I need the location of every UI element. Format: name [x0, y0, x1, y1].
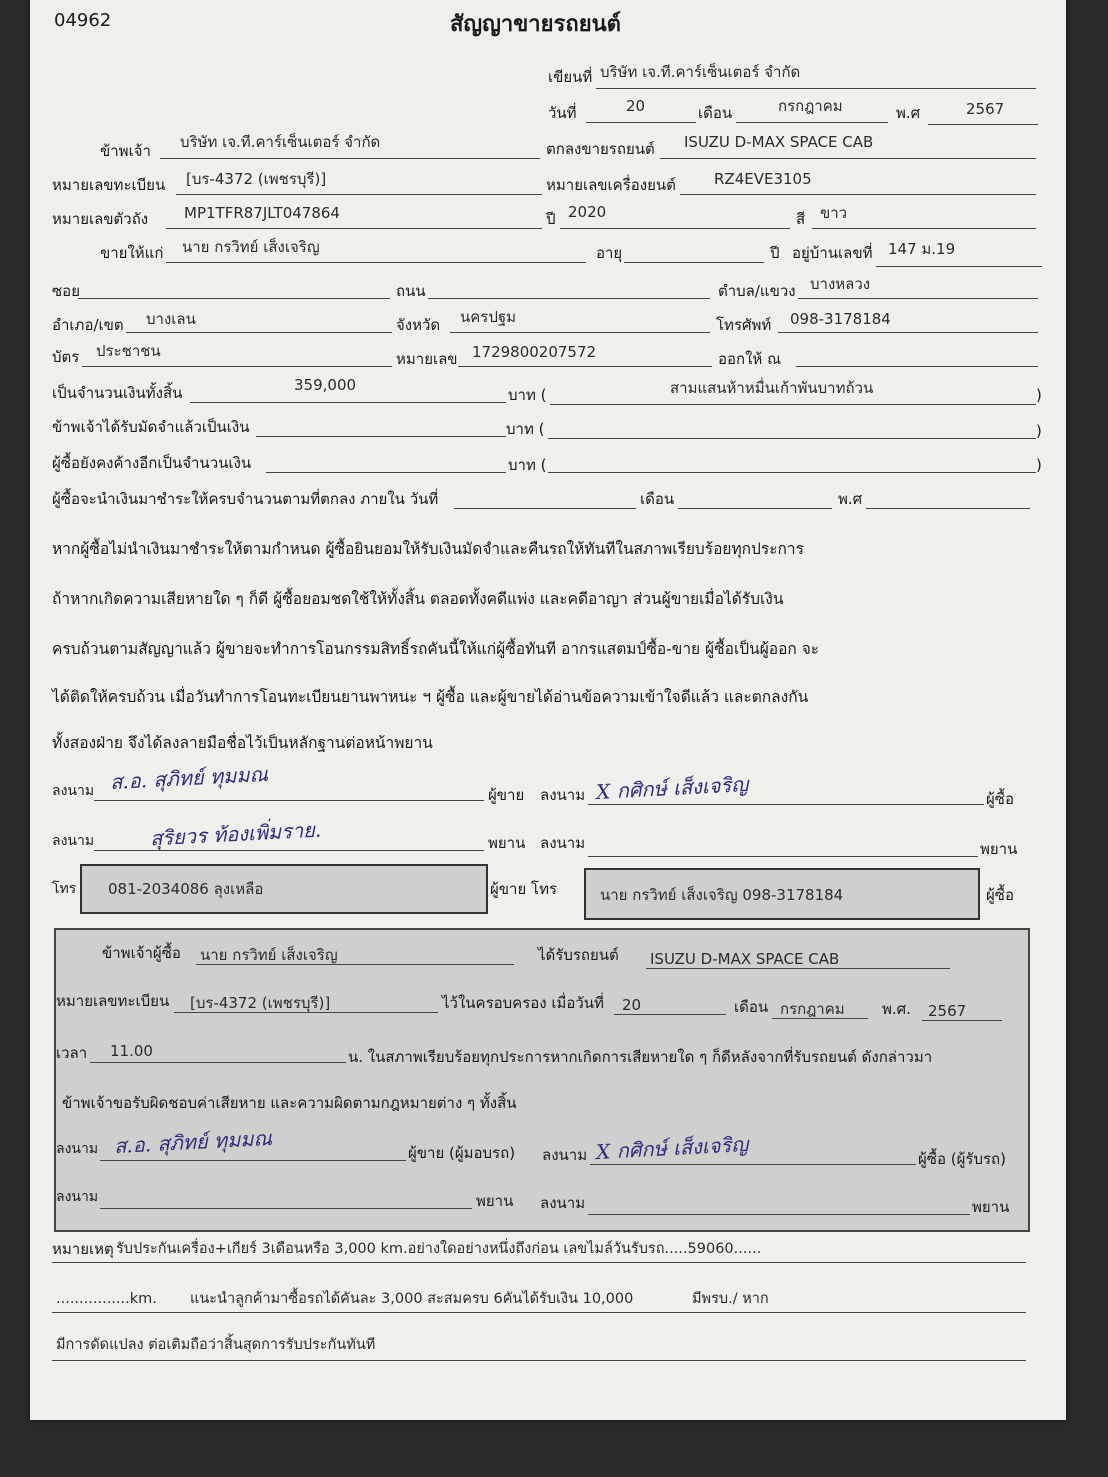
received-car-label: ได้รับรถยนต์	[538, 946, 619, 964]
soi-label: ซอย	[52, 282, 80, 300]
model-year-value: 2020	[568, 203, 607, 221]
seller-phone-box	[80, 864, 488, 914]
notes-label: หมายเหตุ	[52, 1240, 114, 1258]
terms-line-3: ครบถ้วนตามสัญญาแล้ว ผู้ขายจะทำการโอนกรรมสิทธิ์รถคันนี้ให้แก่ผู้ซื้อทันที อากรแสตมป์ซื้อ-ขาย ผู้ซื้อเป็นผู้ออก จะ	[52, 640, 820, 658]
buyer-sign-label: ลงนาม	[540, 786, 586, 804]
due-label: ผู้ซื้อจะนำเงินมาชำระให้ครบจำนวนตามที่ตกลง ภายใน วันที่	[52, 490, 439, 508]
seller-role: ผู้ขาย	[488, 786, 525, 804]
total-value: 359,000	[294, 376, 357, 394]
notes-line-1: รับประกันเครื่อง+เกียร์ 3เดือนหรือ 3,000 km.อย่างใดอย่างหนึ่งถึงก่อน เลขไมล์วันรับรถ.....59060......	[116, 1241, 762, 1257]
registration-label: หมายเลขทะเบียน	[52, 176, 166, 194]
witness-sign-label-1: ลงนาม	[52, 833, 95, 849]
district-label: อำเภอ/เขต	[52, 316, 124, 334]
subdistrict-value: บางหลวง	[810, 275, 871, 293]
receipt-buyer-signature: X กศิกษ์ เส็งเจริญ	[595, 1132, 749, 1164]
month-label: เดือน	[698, 104, 733, 122]
document-title: สัญญาขายรถยนต์	[450, 12, 621, 37]
contract-paper	[30, 0, 1066, 1420]
total-in-words: สามแสนห้าหมื่นเก้าพันบาทถ้วน	[670, 379, 874, 397]
document-number: 04962	[54, 10, 112, 31]
road-label: ถนน	[396, 282, 426, 300]
receipt-witness-label-2: ลงนาม	[540, 1194, 586, 1212]
deposit-baht-label: บาท (	[506, 420, 545, 438]
phone-label: โทรศัพท์	[716, 316, 772, 334]
total-label: เป็นจำนวนเงินทั้งสิ้น	[52, 384, 183, 402]
seller-signature: ส.อ. สุภิทย์ ทุมมณ	[109, 761, 269, 795]
age-unit: ปี	[770, 244, 780, 262]
witness-signature: สุริยวร ท้องเพิ่มราย.	[149, 817, 322, 851]
remaining-close-paren: )	[1036, 456, 1042, 474]
buyer-phone: นาย กรวิทย์ เส็งเจริญ 098-3178184	[600, 886, 844, 904]
year-label: พ.ศ	[896, 104, 921, 122]
province-label: จังหวัด	[396, 316, 441, 334]
written-at-value: บริษัท เจ.ที.คาร์เซ็นเตอร์ จำกัด	[600, 63, 801, 81]
notes-line-2c: มีพรบ./ หาก	[692, 1291, 769, 1307]
terms-line-5: ทั้งสองฝ่าย จึงได้ลงลายมือชื่อไว้เป็นหลักฐานต่อหน้าพยาน	[52, 734, 433, 752]
notes-line-2b: แนะนำลูกค้ามาซื้อรถได้คันละ 3,000 สะสมครบ 6คันได้รับเงิน 10,000	[190, 1291, 634, 1307]
receipt-day: 20	[622, 996, 642, 1014]
day-label: วันที่	[548, 104, 577, 122]
terms-line-2: ถ้าหากเกิดความเสียหายใด ๆ ก็ดี ผู้ซื้อยอมชดใช้ให้ทั้งสิ้น ตลอดทั้งคดีแพ่ง และคดีอาญา ส่วนผู้ขายเมื่อได้รับเงิน	[52, 590, 784, 608]
seller-name: บริษัท เจ.ที.คาร์เซ็นเตอร์ จำกัด	[180, 133, 381, 151]
engine-value: RZ4EVE3105	[714, 170, 812, 188]
seller-phone-role: ผู้ขาย โทร	[490, 880, 558, 898]
buyer-phone-role: ผู้ซื้อ	[986, 886, 1014, 904]
receipt-witness-role-2: พยาน	[972, 1198, 1010, 1216]
seller-label: ข้าพเจ้า	[100, 142, 151, 160]
receipt-buyer-sign-label: ลงนาม	[542, 1146, 588, 1164]
deposit-label: ข้าพเจ้าได้รับมัดจำแล้วเป็นเงิน	[52, 418, 250, 436]
close-paren: )	[1036, 386, 1042, 404]
sold-to-label: ขายให้แก่	[100, 244, 164, 262]
card-label: บัตร	[52, 348, 80, 366]
issued-at-label: ออกให้ ณ	[718, 350, 781, 368]
district-value: บางเลน	[146, 310, 196, 328]
witness-role-2: พยาน	[980, 840, 1018, 858]
receipt-seller-signature: ส.อ. สุภิทย์ ทุมมณ	[113, 1125, 273, 1159]
condition-text: น. ในสภาพเรียบร้อยทุกประการหากเกิดการเสียหายใด ๆ ก็ดีหลังจากที่รับรถยนต์ ดังกล่าวมา	[348, 1048, 933, 1066]
baht-label: บาท (	[508, 386, 547, 404]
phone-value: 098-3178184	[790, 310, 891, 328]
receipt-month-label: เดือน	[734, 998, 769, 1016]
car-model: ISUZU D-MAX SPACE CAB	[684, 133, 874, 151]
receipt-buyer-label: ข้าพเจ้าผู้ซื้อ	[102, 944, 181, 962]
agree-sell-label: ตกลงขายรถยนต์	[546, 140, 655, 158]
card-value: ประชาชน	[96, 342, 161, 360]
witness-role-1: พยาน	[488, 834, 526, 852]
due-month-label: เดือน	[640, 490, 675, 508]
receipt-buyer-role: ผู้ซื้อ (ผู้รับรถ)	[918, 1150, 1006, 1168]
receipt-witness-label-1: ลงนาม	[56, 1189, 99, 1205]
receipt-month: กรกฎาคม	[780, 1000, 845, 1018]
engine-label: หมายเลขเครื่องยนต์	[546, 176, 676, 194]
day-value: 20	[626, 97, 646, 115]
registration-value: [บร-4372 (เพชรบุรี)]	[186, 170, 327, 188]
seller-phone-label: โทร	[52, 881, 77, 897]
written-at-label: เขียนที่	[548, 68, 593, 86]
notes-line-3: มีการดัดแปลง ต่อเติมถือว่าสิ้นสุดการรับประกันทันที	[56, 1337, 376, 1353]
house-label: อยู่บ้านเลขที่	[792, 244, 873, 262]
color-value: ขาว	[820, 204, 848, 222]
receipt-reg: [บร-4372 (เพชรบุรี)]	[190, 994, 331, 1012]
month-value: กรกฎาคม	[778, 97, 843, 115]
due-year-label: พ.ศ	[838, 490, 863, 508]
buyer-role: ผู้ซื้อ	[986, 790, 1014, 808]
liability-text: ข้าพเจ้าขอรับผิดชอบค่าเสียหาย และความผิดตามกฎหมายต่าง ๆ ทั้งสิ้น	[62, 1094, 517, 1112]
notes-line-2a: ................km.	[56, 1291, 157, 1307]
received-car: ISUZU D-MAX SPACE CAB	[650, 950, 840, 968]
receipt-section	[54, 928, 1030, 1232]
age-label: อายุ	[596, 244, 623, 262]
receipt-reg-label: หมายเลขทะเบียน	[56, 992, 170, 1010]
year-value: 2567	[966, 100, 1005, 118]
receipt-year-label: พ.ศ.	[882, 1000, 911, 1018]
receipt-year: 2567	[928, 1002, 967, 1020]
receipt-buyer: นาย กรวิทย์ เส็งเจริญ	[200, 946, 338, 964]
id-label: หมายเลข	[396, 350, 458, 368]
model-year-label: ปี	[546, 210, 556, 228]
house-value: 147 ม.19	[888, 240, 956, 258]
color-label: สี	[796, 210, 806, 228]
buyer-name: นาย กรวิทย์ เส็งเจริญ	[182, 238, 320, 256]
receipt-time: 11.00	[110, 1042, 153, 1060]
id-value: 1729800207572	[472, 343, 597, 361]
terms-line-1: หากผู้ซื้อไม่นำเงินมาชำระให้ตามกำหนด ผู้ซื้อยินยอมให้รับเงินมัดจำและคืนรถให้ทันทีในสภาพเรียบร้อยทุกประการ	[52, 540, 804, 558]
chassis-value: MP1TFR87JLT047864	[184, 204, 340, 222]
chassis-label: หมายเลขตัวถัง	[52, 210, 149, 228]
seller-phone: 081-2034086 ลุงเหลือ	[108, 880, 264, 898]
remaining-label: ผู้ซื้อยังคงค้างอีกเป็นจำนวนเงิน	[52, 454, 252, 472]
witness-sign-label-2: ลงนาม	[540, 834, 586, 852]
buyer-signature: X กศิกษ์ เส็งเจริญ	[595, 772, 749, 804]
deposit-close-paren: )	[1036, 422, 1042, 440]
receipt-witness-role-1: พยาน	[476, 1192, 514, 1210]
possess-label: ไว้ในครอบครอง เมื่อวันที่	[442, 994, 604, 1012]
time-label: เวลา	[56, 1044, 88, 1062]
subdistrict-label: ตำบล/แขวง	[718, 282, 796, 300]
seller-sign-label: ลงนาม	[52, 783, 95, 799]
buyer-phone-box	[584, 868, 980, 920]
province-value: นครปฐม	[460, 308, 517, 326]
receipt-seller-sign-label: ลงนาม	[56, 1141, 99, 1157]
receipt-seller-role: ผู้ขาย (ผู้มอบรถ)	[408, 1144, 516, 1162]
remaining-baht-label: บาท (	[508, 456, 547, 474]
terms-line-4: ได้ติดให้ครบถ้วน เมื่อวันทำการโอนทะเบียนยานพาหนะ ฯ ผู้ซื้อ และผู้ขายได้อ่านข้อความเข้าใจดีแล้ว และตกลงกัน	[52, 688, 809, 706]
